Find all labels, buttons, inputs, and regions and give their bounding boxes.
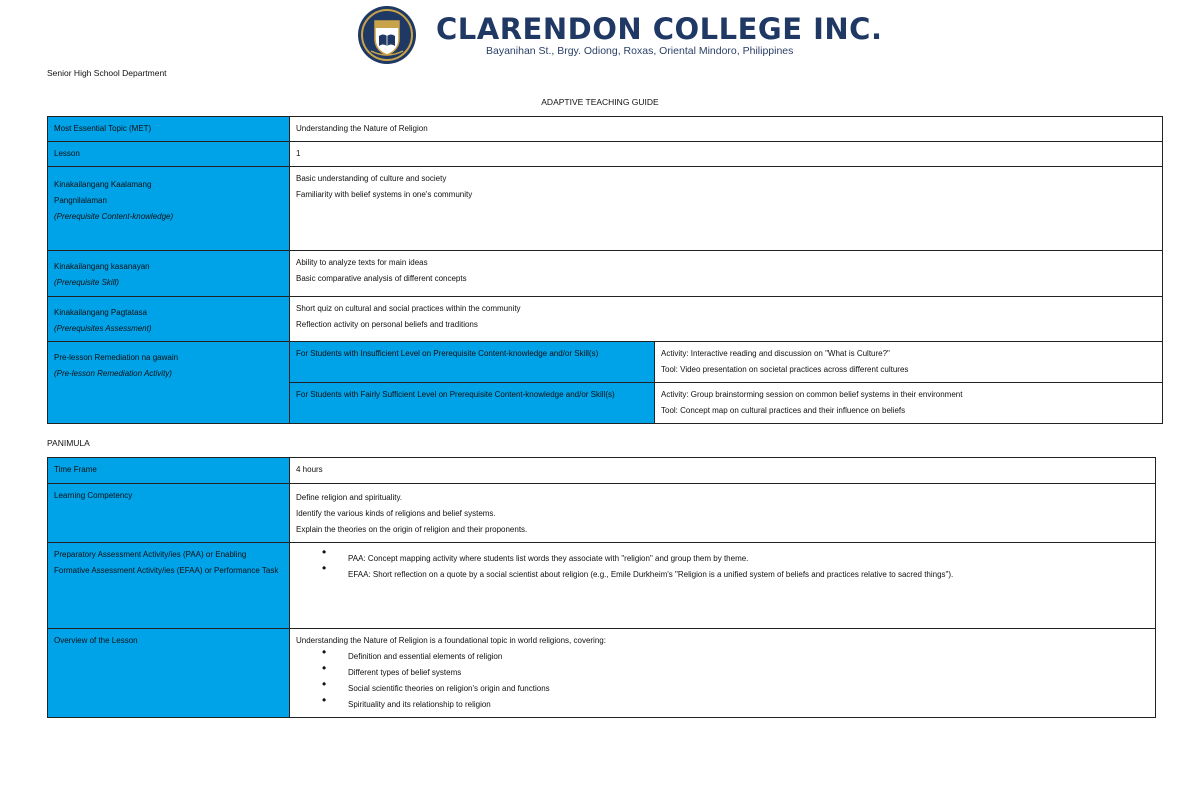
list-item: • Definition and essential elements of religion (296, 649, 1149, 665)
panimula-table (47, 457, 1156, 718)
insufficient-level-activity: Activity: Interactive reading and discussion on "What is Culture?" Tool: Video presentation on societal practices across different cultures (655, 342, 1163, 383)
fairly-sufficient-label: For Students with Fairly Sufficient Level on Prerequisite Content-knowledge and/or Skill(s) (290, 383, 655, 424)
table-row (48, 629, 1156, 718)
table-row (48, 342, 1163, 383)
prereq-skill-value (290, 251, 1163, 297)
college-name: CLARENDON COLLEGE INC. (436, 12, 883, 46)
section-heading-panimula: PANIMULA (47, 438, 90, 448)
table-row (48, 117, 1163, 142)
table-row (48, 251, 1163, 297)
prereq-skill-label: Kinakailangang kasanayan (Prerequisite Skill) (48, 251, 290, 297)
fairly-sufficient-activity: Activity: Group brainstorming session on common belief systems in their environment Tool: Concept map on cultural practices and their influence on beliefs (655, 383, 1163, 424)
list-item: • EFAA: Short reflection on a quote by a social scientist about religion (e.g., Emile Durkheim's "Religion is a unified system of beliefs and practices relative to sacred things"). (296, 567, 1149, 583)
list-item: Short quiz on cultural and social practices within the community (296, 304, 521, 313)
table-row (48, 543, 1156, 629)
table-row (48, 142, 1163, 167)
college-address: Bayanihan St., Brgy. Odiong, Roxas, Oriental Mindoro, Philippines (486, 45, 794, 57)
insufficient-level-label: For Students with Insufficient Level on Prerequisite Content-knowledge and/or Skill(s) (290, 342, 655, 383)
paa-label: Preparatory Assessment Activity/ies (PAA) or Enabling Formative Assessment Activity/ies (EFAA) or Performance Task (48, 543, 290, 629)
lesson-value: 1 (290, 142, 1163, 167)
list-item: • Spirituality and its relationship to religion (296, 697, 1149, 713)
college-seal-icon (357, 5, 417, 65)
list-item: Reflection activity on personal beliefs and traditions (296, 320, 478, 329)
time-frame-value: 4 hours (290, 458, 1156, 484)
table-row (48, 297, 1163, 342)
list-item: Explain the theories on the origin of religion and their proponents. (296, 525, 528, 534)
prereq-content-label: Kinakailangang Kaalamang Pangnilalaman (Prerequisite Content-knowledge) (48, 167, 290, 251)
time-frame-label: Time Frame (48, 458, 290, 484)
overview-value (290, 629, 1156, 718)
lesson-label: Lesson (48, 142, 290, 167)
list-item: • Social scientific theories on religion's origin and functions (296, 681, 1149, 697)
prereq-content-value (290, 167, 1163, 251)
list-item: Identify the various kinds of religions and belief systems. (296, 509, 496, 518)
guide-title: ADAPTIVE TEACHING GUIDE (541, 97, 659, 107)
met-value: Understanding the Nature of Religion (290, 117, 1163, 142)
list-item: • Different types of belief systems (296, 665, 1149, 681)
learning-competency-value (290, 484, 1156, 543)
list-item: Familiarity with belief systems in one's community (296, 190, 473, 199)
list-item: Basic understanding of culture and society (296, 174, 447, 183)
table-row (48, 484, 1156, 543)
prereq-assessment-label: Kinakailangang Pagtatasa (Prerequisites Assessment) (48, 297, 290, 342)
learning-competency-label: Learning Competency (48, 484, 290, 543)
list-item: Ability to analyze texts for main ideas (296, 258, 428, 267)
list-item: • PAA: Concept mapping activity where students list words they associate with "religion" and group them by theme. (296, 551, 1149, 567)
prereq-assessment-value (290, 297, 1163, 342)
department-label: Senior High School Department (47, 68, 167, 78)
remediation-label: Pre-lesson Remediation na gawain (Pre-lesson Remediation Activity) (48, 342, 290, 424)
list-item: Define religion and spirituality. (296, 493, 403, 502)
document-header (0, 0, 1200, 70)
teaching-guide-table (47, 116, 1163, 424)
table-row (48, 167, 1163, 251)
paa-value (290, 543, 1156, 629)
overview-label: Overview of the Lesson (48, 629, 290, 718)
list-item: Basic comparative analysis of different concepts (296, 274, 467, 283)
met-label: Most Essential Topic (MET) (48, 117, 290, 142)
table-row (48, 458, 1156, 484)
overview-intro: Understanding the Nature of Religion is a foundational topic in world religions, covering: (296, 636, 606, 645)
